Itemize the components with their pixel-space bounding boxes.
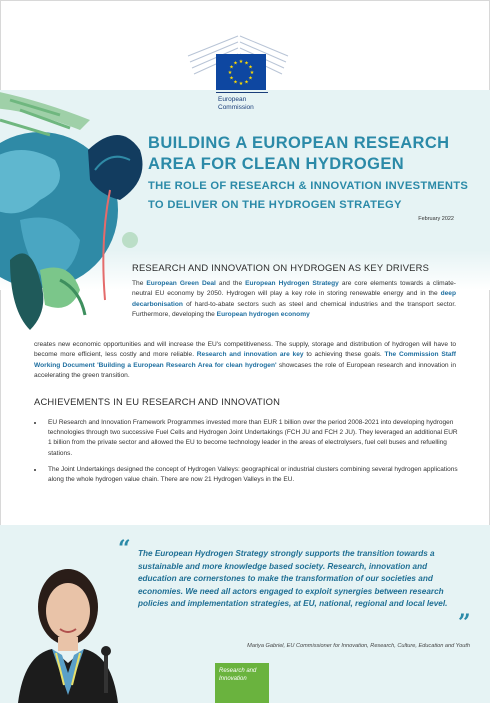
svg-text:★: ★	[229, 75, 234, 82]
section1-heading: RESEARCH AND INNOVATION ON HYDROGEN AS KEY DRIVERS	[132, 262, 430, 273]
badge-line1: Research and	[219, 668, 257, 674]
svg-text:★: ★	[248, 64, 253, 71]
svg-text:★: ★	[233, 60, 238, 67]
logo-wordmark	[218, 96, 254, 111]
section2-heading: ACHIEVEMENTS IN EU RESEARCH AND INNOVATION	[34, 396, 281, 407]
s1-text-b: and the	[215, 280, 246, 287]
svg-text:★: ★	[249, 70, 255, 76]
section1-paragraph-bottom	[34, 340, 456, 381]
s1-text-a: The	[132, 280, 147, 287]
s1-bold-green-deal: European Green Deal	[146, 280, 216, 287]
svg-text:★: ★	[227, 70, 233, 76]
svg-text:★: ★	[244, 79, 249, 86]
s1-text-e: creates new economic opportunities and will increase the EU's competitiveness. The supply, storage and distribution of hydrogen will have to become more efficient, less costly and more reliable.	[34, 341, 456, 359]
svg-text:★: ★	[244, 60, 249, 67]
achievements-list	[34, 418, 460, 491]
quote-open-icon: “	[118, 536, 131, 562]
s1-text-d: of hard-to-abate sectors such as steel and chemical industries and the transport sector. Furthermore, developing the	[132, 300, 456, 318]
quote-attribution: Mariya Gabriel, EU Commissioner for Innovation, Research, Culture, Education and Youth	[247, 643, 470, 649]
eu-stars-icon	[216, 54, 266, 90]
commissioner-portrait	[8, 545, 128, 703]
quote-text: The European Hydrogen Strategy strongly supports the transition towards a sustainable and more knowledge based society. Research, innovation and education are cornerstones to make the transformation of our societies and economies. We need all actors engaged to exploit synergies between research policies and implementation strategies, at EU, national, regional and local level.	[138, 549, 448, 609]
globe-plants-illustration	[0, 90, 150, 340]
european-commission-logo	[178, 26, 298, 118]
page-subtitle-line1: THE ROLE OF RESEARCH & INNOVATION INVESTMENTS	[148, 180, 469, 192]
s1-bold-hydrogen-economy: European hydrogen economy	[216, 310, 310, 318]
svg-text:★: ★	[233, 79, 238, 86]
achievement-item: • The Joint Undertakings designed the concept of Hydrogen Valleys: geographical or industrial clusters combining several hydrogen applications along the whole hydrogen value chain. There are now 21 Hydrogen Valleys in the EU.	[44, 465, 460, 485]
section1-paragraph-top	[132, 279, 456, 320]
s1-text-g: showcases the role of European research and innovation in accelerating the green transition.	[34, 361, 456, 379]
s1-bold-hydrogen-strategy: European Hydrogen Strategy	[245, 280, 339, 287]
quote-close-icon: ”	[458, 610, 471, 636]
s1-text-f: to achieving these goals.	[303, 351, 385, 359]
publication-date: February 2022	[418, 216, 454, 222]
logo-line2: Commission	[218, 103, 254, 111]
s1-bold-swd-title: The Commission Staff Working Document 'Building a European Research Area for clean hydrogen'	[34, 351, 456, 369]
title-block	[148, 133, 478, 213]
page-title-line1: BUILDING A EUROPEAN RESEARCH	[148, 134, 450, 152]
svg-text:★: ★	[238, 59, 244, 65]
research-innovation-badge	[215, 663, 269, 703]
badge-line2: Innovation	[219, 676, 247, 682]
page-title-line2: AREA FOR CLEAN HYDROGEN	[148, 155, 405, 173]
achievement-item: • EU Research and Innovation Framework Programmes invested more than EUR 1 billion over the period 2008-2021 into developing hydrogen technologies through two successive Fuel Cells and Hydrogen Joint Undertakings (FCH JU and FCH 2 JU). They leveraged an additional EUR 1 billion from the private sector and allowed the EU to become technology leader in the areas of electrolysers, fuel cell buses and refuelling stations.	[44, 418, 460, 459]
svg-text:★: ★	[248, 75, 253, 82]
s1-bold-deep-decarbonisation: deep decarbonisation	[132, 290, 456, 308]
s1-bold-research-key: Research and innovation are key	[196, 351, 304, 359]
svg-text:★: ★	[229, 64, 234, 71]
eu-flag-icon	[216, 54, 266, 90]
logo-rule	[216, 92, 268, 93]
logo-line1: European	[218, 96, 247, 103]
svg-text:★: ★	[238, 81, 244, 87]
s1-text-c: are core elements towards a climate-neutral EU economy by 2050. Hydrogen will play a key role in storing renewable energy and in the	[132, 280, 456, 298]
page-subtitle-line2: TO DELIVER ON THE HYDROGEN STRATEGY	[148, 199, 402, 211]
